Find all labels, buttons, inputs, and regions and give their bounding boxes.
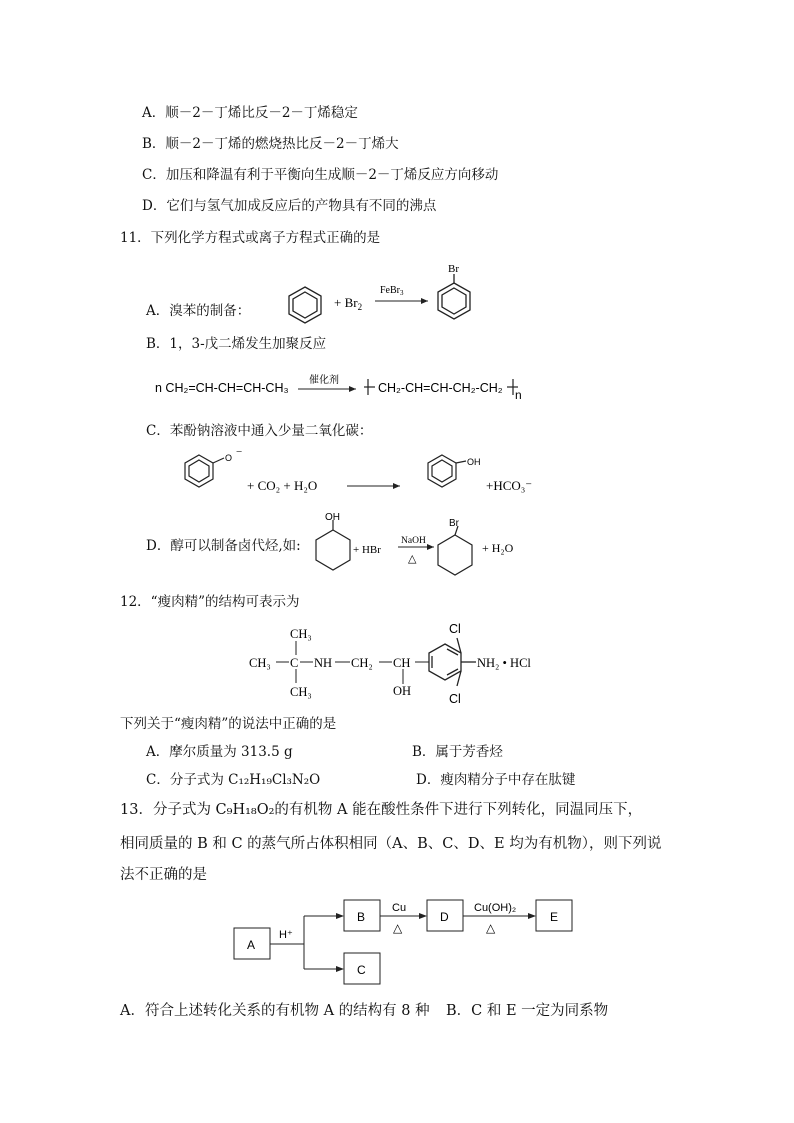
q13-cuoh2: Cu(OH)₂ — [474, 902, 517, 914]
q11-d-br: Br — [449, 518, 459, 529]
q13-heat-2: △ — [486, 921, 496, 935]
q12-nh2-hcl: NH₂ • HCl — [477, 656, 531, 670]
q10-option-b: B．顺－2－丁烯的燃烧热比反－2－丁烯大 — [142, 136, 399, 152]
q10-option-d: D．它们与氢气加成反应后的产物具有不同的沸点 — [142, 198, 437, 214]
q12-ch3-bottom: CH₃ — [290, 685, 312, 699]
q12-cl-top: Cl — [449, 622, 461, 636]
q11-d-naoh: NaOH — [401, 536, 426, 546]
q11-option-a-label: A．溴苯的制备： — [146, 303, 251, 319]
q12-ch3-top: CH₃ — [290, 627, 312, 641]
q13-label-a: A — [247, 938, 256, 952]
q12-oh: OH — [393, 684, 412, 698]
q11-c-oh: OH — [467, 457, 481, 467]
q13-label-e: E — [550, 910, 559, 924]
q13-line-1: 13．分子式为 C₉H₁₈O₂的有机物 A 能在酸性条件下进行下列转化，同温同压下， — [120, 802, 643, 818]
q11-b-catalyst: 催化剂 — [309, 375, 339, 386]
q13-line-2: 相同质量的 B 和 C 的蒸气所占体积相同（A、B、C、D、E 均为有机物），则下列说 — [120, 836, 662, 852]
q10-option-a: A．顺－2－丁烯比反－2－丁烯稳定 — [142, 105, 358, 121]
q13-label-b: B — [357, 910, 366, 924]
q11-b-product: CH₂-CH=CH-CH₂-CH₂ — [378, 381, 503, 395]
q13-option-b: B．C 和 E 一定为同系物 — [446, 1003, 609, 1019]
q11-c-hco3: +HCO₃⁻ — [486, 478, 533, 493]
q11-d-heat: △ — [408, 553, 417, 565]
q12-option-d: D．瘦肉精分子中存在肽键 — [416, 772, 576, 788]
q12-c: C — [290, 656, 299, 670]
q11-b-reactant: n CH₂=CH-CH=CH-CH₃ — [155, 381, 289, 395]
q13-heat-1: △ — [393, 921, 403, 935]
q13-label-c: C — [357, 963, 366, 977]
q12-stem: 12．“瘦肉精”的结构可表示为 — [120, 594, 300, 610]
q11-c-reagents: + CO₂ + H₂O — [247, 478, 318, 493]
q13-cu: Cu — [392, 902, 407, 914]
q13-label-d: D — [440, 910, 449, 924]
q11-option-c-label: C．苯酚钠溶液中通入少量二氧化碳： — [146, 423, 373, 439]
q11-a-product-br: Br — [448, 263, 459, 275]
q11-d-h2o: + H₂O — [482, 541, 514, 555]
q12-ch: CH — [393, 656, 411, 670]
q11-b-n: n — [515, 388, 522, 402]
q13-line-3: 法不正确的是 — [120, 867, 207, 883]
q12-ch2: CH₂ — [351, 656, 373, 670]
q12-intro: 下列关于“瘦肉精”的说法中正确的是 — [120, 716, 337, 732]
q11-c-charge: − — [236, 446, 243, 458]
q11-d-hbr: + HBr — [353, 544, 381, 556]
q12-nh: NH — [314, 656, 333, 670]
q13-option-a: A．符合上述转化关系的有机物 A 的结构有 8 种 — [120, 1003, 430, 1019]
q11-c-o: O — [225, 453, 233, 463]
q11-option-b-label: B．1，3-戊二烯发生加聚反应 — [146, 336, 327, 352]
q10-option-c: C．加压和降温有利于平衡向生成顺－2－丁烯反应方向移动 — [142, 167, 499, 183]
q11-a-plus-br2: + $Br_2$ — [334, 295, 363, 312]
q11-d-oh: OH — [325, 512, 340, 523]
q12-cl-bottom: Cl — [449, 692, 461, 706]
q13-h-plus: H⁺ — [279, 929, 293, 941]
q12-option-c: C．分子式为 C₁₂H₁₉Cl₃N₂O — [146, 772, 321, 788]
q11-stem: 11．下列化学方程式或离子方程式正确的是 — [120, 230, 381, 246]
q12-option-b: B．属于芳香烃 — [412, 744, 503, 760]
q11-option-d-label: D．醇可以制备卤代烃,如: — [146, 538, 301, 554]
q11-a-catalyst: FeBr$_3$ — [380, 285, 404, 297]
q12-option-a: A．摩尔质量为 313.5 g — [146, 744, 293, 760]
q12-ch3-left: CH₃ — [249, 656, 271, 670]
